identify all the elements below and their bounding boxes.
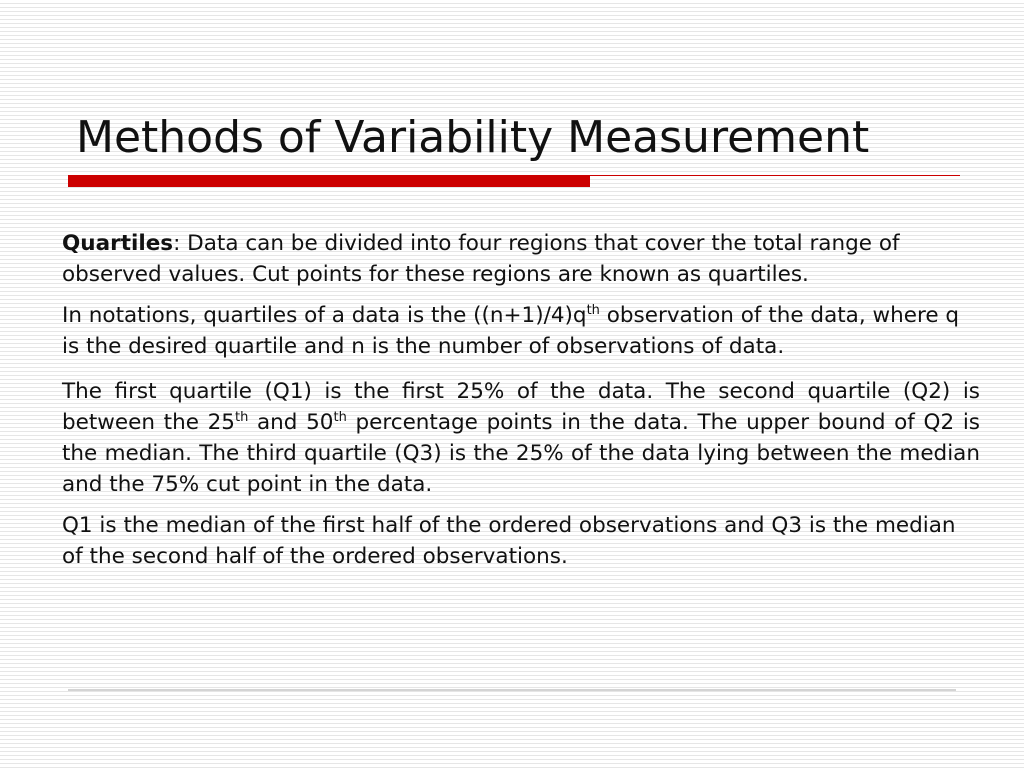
explanation-sup-25: th (234, 410, 249, 425)
explanation-sup-50: th (333, 410, 347, 425)
explanation-text-c: percentage points in the data. The upper bound of Q2 is the median. The third quartile (Q3) is the 25% of the data lying between the median and the 75% cut point in the data. (62, 410, 981, 497)
quartiles-definition-text: : Data can be divided into four regions that cover the total range of observed values. Cut points for these regions are known as quartiles. (62, 231, 900, 287)
quartiles-median-note: Q1 is the median of the first half of the ordered observations and Q3 is the median of the second half of the ordered observations. (62, 513, 956, 569)
quartiles-explanation (62, 376, 980, 500)
quartiles-term: Quartiles (62, 231, 174, 256)
slide-title: Methods of Variability Measurement (76, 112, 870, 163)
notation-sup: th (586, 303, 600, 318)
quartiles-definition (62, 228, 980, 290)
explanation-text-b: and 50 (248, 410, 334, 435)
title-underline (68, 173, 960, 187)
notation-text-a: In notations, quartiles of a data is the ((n+1)/4)q (62, 303, 587, 328)
explanation-text-a: The first quartile (Q1) is the first 25% of the data. The second quartile (Q2) is between the 25 (62, 379, 980, 435)
footer-divider (68, 689, 956, 691)
title-underline-line (590, 175, 960, 176)
title-underline-bar (68, 175, 590, 187)
slide-body (62, 228, 980, 572)
notation-text-b: observation of the data, where q is the desired quartile and n is the number of observations of data. (62, 303, 960, 359)
quartiles-notation (62, 300, 980, 362)
